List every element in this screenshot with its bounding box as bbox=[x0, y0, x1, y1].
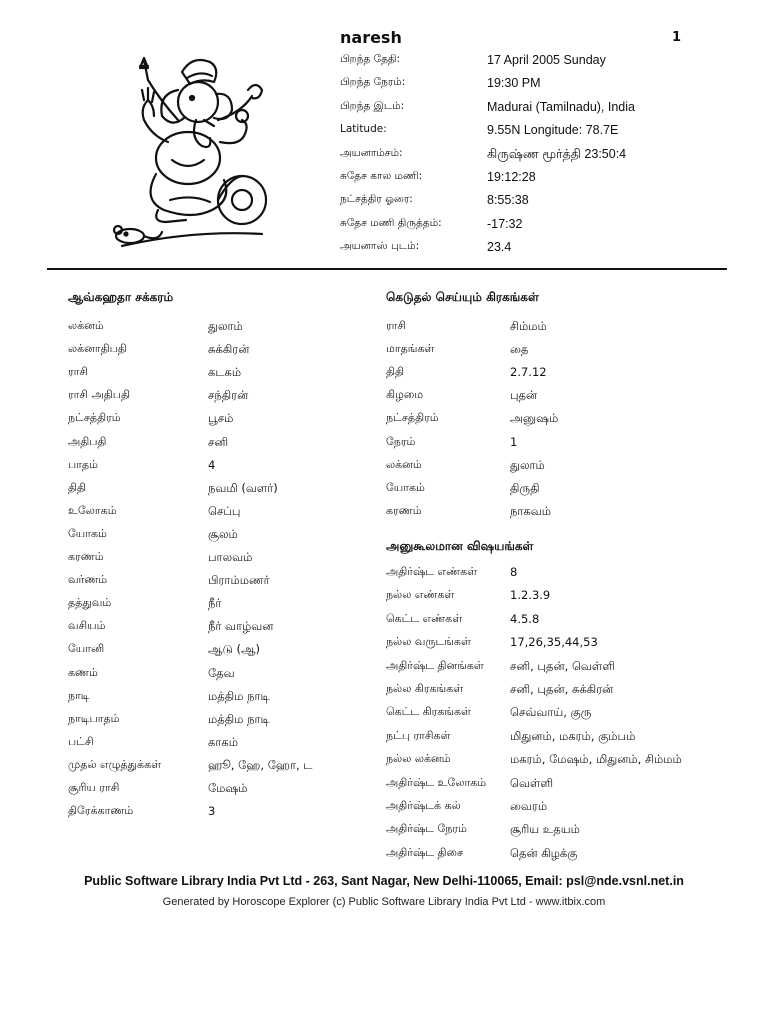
publisher-address: Public Software Library India Pvt Ltd - 263, Sant Nagar, New Delhi-110065, Email: psl@nde.vsnl.net.in bbox=[84, 874, 684, 888]
row-label: நட்பு ராசிகள் bbox=[386, 728, 451, 742]
row-label: நேரம் bbox=[386, 434, 416, 448]
row-label: நல்ல லக்னம் bbox=[386, 752, 451, 766]
row-label: நட்சத்திரம் bbox=[386, 411, 439, 425]
row-value: பூசம் bbox=[208, 411, 234, 426]
row-value: தை bbox=[510, 342, 529, 357]
table-row bbox=[386, 705, 706, 728]
table-row bbox=[340, 240, 660, 263]
row-label: அயனாம்சம்: bbox=[340, 146, 403, 159]
row-label: முதல் எழுத்துக்கள் bbox=[68, 757, 162, 771]
row-value: 2.7.12 bbox=[510, 365, 547, 380]
table-row bbox=[68, 804, 388, 827]
row-label: நல்ல கிரகங்கள் bbox=[386, 682, 464, 695]
table-row bbox=[68, 619, 388, 642]
row-label: பிறந்த இடம்: bbox=[340, 99, 405, 112]
table-row bbox=[68, 481, 388, 504]
row-label: லக்னாதிபதி bbox=[68, 342, 127, 356]
table-row bbox=[340, 217, 660, 240]
row-value: ஆடு (ஆ) bbox=[208, 642, 260, 657]
row-value: 8 bbox=[510, 565, 518, 579]
row-label: பாதம் bbox=[68, 457, 98, 471]
row-value: நீர் bbox=[208, 596, 222, 611]
section-divider bbox=[47, 268, 727, 270]
row-value: சிம்மம் bbox=[510, 319, 547, 333]
row-label: Latitude: bbox=[340, 123, 387, 136]
table-row bbox=[68, 550, 388, 573]
table-row bbox=[68, 458, 388, 481]
table-row bbox=[386, 612, 706, 635]
row-label: லக்னம் bbox=[386, 457, 422, 471]
table-row bbox=[340, 170, 660, 193]
row-label: திரேக்காணம் bbox=[68, 804, 134, 818]
row-label: நாடி bbox=[68, 688, 90, 702]
row-label: கெட்ட எண்கள் bbox=[386, 611, 463, 625]
row-label: கரணம் bbox=[386, 503, 422, 517]
row-value: 9.55N Longitude: 78.7E bbox=[487, 123, 619, 138]
row-value: வெள்ளி bbox=[510, 775, 554, 790]
row-value: சனி, புதன், சுக்கிரன் bbox=[510, 682, 614, 696]
row-value: தேவ bbox=[208, 665, 235, 680]
row-value: மேஷம் bbox=[208, 781, 248, 795]
row-label: தத்துவம் bbox=[68, 596, 112, 610]
row-label: திதி bbox=[386, 365, 405, 379]
table-row bbox=[386, 846, 706, 869]
table-row bbox=[340, 193, 660, 216]
table-row bbox=[340, 123, 660, 146]
section-title-avakahada-chakram: ஆவ்கஹதா சக்கரம் bbox=[68, 290, 174, 304]
row-value: செவ்வாய், குரு bbox=[510, 705, 592, 720]
table-row bbox=[386, 752, 706, 775]
table-row bbox=[386, 776, 706, 799]
row-value: மகரம், மேஷம், மிதுனம், சிம்மம் bbox=[510, 752, 682, 767]
row-label: கெட்ட கிரகங்கள் bbox=[386, 705, 471, 719]
table-row bbox=[386, 342, 706, 365]
table-row bbox=[386, 822, 706, 845]
table-row bbox=[68, 342, 388, 365]
row-value: சூரிய உதயம் bbox=[510, 822, 580, 837]
table-row bbox=[68, 573, 388, 596]
native-name: naresh bbox=[340, 28, 402, 47]
table-row bbox=[386, 435, 706, 458]
row-value: கிருஷ்ண மூர்த்தி 23:50:4 bbox=[487, 146, 627, 161]
row-value: சனி, புதன், வெள்ளி bbox=[510, 658, 615, 673]
row-value: மிதுனம், மகரம், கும்பம் bbox=[510, 728, 636, 743]
row-value: 8:55:38 bbox=[487, 193, 529, 208]
table-row bbox=[386, 481, 706, 504]
row-value: 1 bbox=[510, 434, 518, 449]
row-value: 4 bbox=[208, 457, 216, 472]
table-row bbox=[386, 411, 706, 434]
row-value: 4.5.8 bbox=[510, 611, 540, 626]
table-row bbox=[68, 735, 388, 758]
row-label: அதிர்ஷ்ட திசை bbox=[386, 845, 464, 859]
table-row bbox=[386, 388, 706, 411]
row-value: திருதி bbox=[510, 480, 540, 495]
table-row bbox=[386, 799, 706, 822]
row-value: கடகம் bbox=[208, 365, 242, 380]
row-label: கரணம் bbox=[68, 550, 104, 563]
row-label: உலோகம் bbox=[68, 503, 117, 517]
row-value: பாலவம் bbox=[208, 550, 253, 564]
table-row bbox=[386, 682, 706, 705]
row-label: அதிர்ஷ்ட தினங்கள் bbox=[386, 658, 484, 672]
table-row bbox=[68, 642, 388, 665]
row-label: யோகம் bbox=[68, 526, 107, 540]
table-row bbox=[68, 527, 388, 550]
table-row bbox=[68, 758, 388, 781]
row-label: கணம் bbox=[68, 665, 98, 679]
row-value: வைரம் bbox=[510, 799, 548, 813]
row-label: லக்னம் bbox=[68, 319, 104, 332]
page-number: 1 bbox=[672, 30, 682, 45]
row-value: நீர் வாழ்வன bbox=[208, 619, 274, 634]
row-value: மத்திம நாடி bbox=[208, 711, 270, 726]
row-label: அயனாஸ் புடம்: bbox=[340, 240, 420, 253]
table-row bbox=[340, 100, 660, 123]
row-label: வர்ணம் bbox=[68, 573, 108, 587]
row-value: துலாம் bbox=[208, 319, 243, 333]
row-value: காகம் bbox=[208, 734, 238, 749]
table-row bbox=[340, 147, 660, 170]
generated-by-note: Generated by Horoscope Explorer (c) Public Software Library India Pvt Ltd - www.itbix.com bbox=[162, 896, 606, 908]
row-label: பிறந்த நேரம்: bbox=[340, 76, 406, 89]
table-row bbox=[340, 76, 660, 99]
row-label: திதி bbox=[68, 480, 87, 494]
row-label: நாடிபாதம் bbox=[68, 711, 120, 725]
row-label: பிறந்த தேதி: bbox=[340, 53, 401, 65]
section-title-favourable-things: அனுகூலமான விஷயங்கள் bbox=[386, 539, 534, 553]
row-value: புதன் bbox=[510, 388, 538, 403]
row-label: யோனி bbox=[68, 642, 105, 656]
table-row bbox=[386, 635, 706, 658]
row-value: 1.2.3.9 bbox=[510, 588, 551, 603]
row-label: அதிர்ஷ்ட உலோகம் bbox=[386, 775, 487, 789]
row-label: அதிபதி bbox=[68, 434, 107, 448]
row-label: ராசி அதிபதி bbox=[68, 388, 130, 402]
row-label: நட்சத்திர ஓரை: bbox=[340, 193, 413, 206]
row-value: 3 bbox=[208, 804, 216, 819]
table-row bbox=[68, 666, 388, 689]
table-row bbox=[68, 388, 388, 411]
row-value: செப்பு bbox=[208, 503, 241, 518]
table-row bbox=[340, 53, 660, 76]
row-value: மத்திம நாடி bbox=[208, 688, 270, 703]
row-value: சனி bbox=[208, 434, 229, 449]
table-row bbox=[68, 435, 388, 458]
table-row bbox=[68, 596, 388, 619]
row-value: ஹூ, ஹே, ஹோ, ட bbox=[208, 757, 313, 772]
table-row bbox=[68, 319, 388, 342]
row-value: சந்திரன் bbox=[208, 388, 249, 403]
table-row bbox=[386, 319, 706, 342]
row-label: ராசி bbox=[68, 365, 89, 379]
row-value: பிராம்மணர் bbox=[208, 573, 270, 588]
table-row bbox=[386, 504, 706, 527]
table-row bbox=[386, 729, 706, 752]
ganesha-illustration bbox=[92, 50, 292, 250]
row-value: அனுஷம் bbox=[510, 411, 559, 426]
row-value: துலாம் bbox=[510, 457, 545, 472]
row-value: நவமி (வளர்) bbox=[208, 480, 278, 495]
table-row bbox=[68, 781, 388, 804]
row-value: நாகவம் bbox=[510, 503, 552, 518]
row-label: வசியம் bbox=[68, 619, 106, 633]
table-row bbox=[68, 689, 388, 712]
row-label: அதிர்ஷ்டக் கல் bbox=[386, 799, 461, 812]
row-label: யோகம் bbox=[386, 480, 425, 494]
row-label: பட்சி bbox=[68, 734, 94, 748]
row-label: சுதேச கால மணி: bbox=[340, 170, 423, 182]
table-row bbox=[386, 565, 706, 588]
row-value: 17,26,35,44,53 bbox=[510, 635, 598, 650]
table-row bbox=[386, 588, 706, 611]
row-value: 19:12:28 bbox=[487, 170, 536, 184]
row-value: சூலம் bbox=[208, 526, 238, 541]
table-row bbox=[68, 504, 388, 527]
section-title-malefic-planets: கெடுதல் செய்யும் கிரகங்கள் bbox=[386, 290, 539, 304]
row-label: நட்சத்திரம் bbox=[68, 411, 121, 425]
row-label: சுதேச மணி திருத்தம்: bbox=[340, 216, 442, 229]
table-row bbox=[68, 712, 388, 735]
table-row bbox=[68, 365, 388, 388]
row-label: மாதங்கள் bbox=[386, 342, 435, 356]
table-row bbox=[386, 365, 706, 388]
table-row bbox=[386, 458, 706, 481]
row-label: அதிர்ஷ்ட நேரம் bbox=[386, 822, 467, 836]
row-value: -17:32 bbox=[487, 216, 523, 231]
row-value: 19:30 PM bbox=[487, 76, 541, 91]
table-row bbox=[68, 411, 388, 434]
row-label: கிழமை bbox=[386, 388, 424, 402]
row-value: சுக்கிரன் bbox=[208, 342, 250, 357]
table-row bbox=[386, 659, 706, 682]
row-label: ராசி bbox=[386, 319, 407, 332]
row-value: 23.4 bbox=[487, 240, 512, 255]
row-value: தென் கிழக்கு bbox=[510, 845, 578, 860]
row-label: நல்ல எண்கள் bbox=[386, 588, 455, 602]
row-label: சூரிய ராசி bbox=[68, 781, 120, 794]
row-label: நல்ல வருடங்கள் bbox=[386, 635, 471, 649]
row-label: அதிர்ஷ்ட எண்கள் bbox=[386, 565, 478, 578]
row-value: 17 April 2005 Sunday bbox=[487, 53, 606, 67]
row-value: Madurai (Tamilnadu), India bbox=[487, 99, 635, 114]
